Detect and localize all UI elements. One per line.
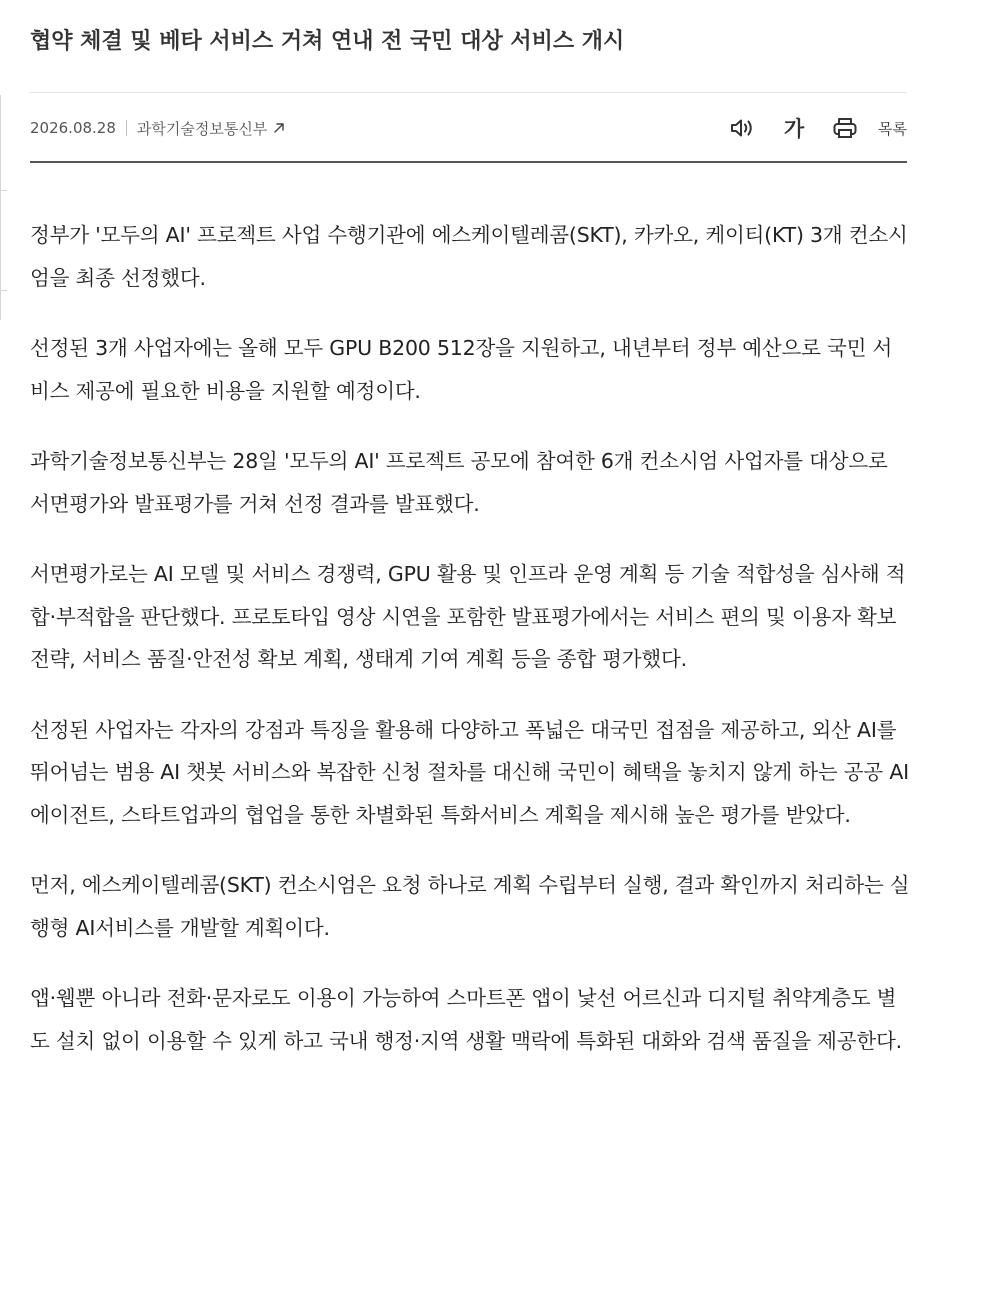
list-button[interactable]: 목록 — [878, 119, 907, 138]
print-icon — [832, 116, 858, 140]
speaker-icon — [729, 116, 755, 140]
article-paragraph: 정부가 '모두의 AI' 프로젝트 사업 수행기관에 에스케이텔레콤(SKT), 카카오, 케이티(KT) 3개 컨소시엄을 최종 선정했다. — [30, 223, 908, 290]
article-paragraph: 앱·웹뿐 아니라 전화·문자로도 이용이 가능하여 스마트폰 앱이 낯선 어르신과 디지털 취약계층도 별도 설치 없이 이용할 수 있게 하고 국내 행정·지역 생활 맥락에 특화된 대화와 검색 품질을 제공한다. — [30, 986, 902, 1053]
print-button[interactable] — [830, 113, 860, 143]
article-meta-bar — [30, 108, 907, 148]
article-body — [30, 214, 910, 1090]
department-link[interactable] — [137, 118, 285, 139]
left-panel-tick — [1, 190, 7, 191]
department-name: 과학기술정보통신부 — [136, 119, 268, 138]
article-paragraph: 선정된 3개 사업자에는 올해 모두 GPU B200 512장을 지원하고, 내년부터 정부 예산으로 국민 서비스 제공에 필요한 비용을 지원할 예정이다. — [30, 336, 893, 403]
meta-separator — [126, 120, 127, 136]
article-paragraph: 먼저, 에스케이텔레콤(SKT) 컨소시엄은 요청 하나로 계획 수립부터 실행, 결과 확인까지 처리하는 실행형 AI서비스를 개발할 계획이다. — [30, 873, 910, 940]
article-paragraph: 과학기술정보통신부는 28일 '모두의 AI' 프로젝트 공모에 참여한 6개 컨소시엄 사업자를 대상으로 서면평가와 발표평가를 거쳐 선정 결과를 발표했다. — [30, 449, 888, 516]
meta-divider — [30, 161, 907, 163]
article-date: 2026.08.28 — [30, 119, 116, 137]
article-paragraph: 서면평가로는 AI 모델 및 서비스 경쟁력, GPU 활용 및 인프라 운영 계획 등 기술 적합성을 심사해 적합·부적합을 판단했다. 프로토타입 영상 시연을 포함한 발표평가에서는 서비스 편의 및 이용자 확보 전략, 서비스 품질·안전성 확보 계획, 생태계 기여 계획 등을 종합 평가했다. — [30, 562, 906, 671]
article-paragraph: 선정된 사업자는 각자의 강점과 특징을 활용해 다양하고 폭넓은 대국민 접점을 제공하고, 외산 AI를 뛰어넘는 범용 AI 챗봇 서비스와 복잡한 신청 절차를 대신해 국민이 혜택을 놓치지 않게 하는 공공 AI 에이전트, 스타트업과의 협업을 통한 차별화된 특화서비스 계획을 제시해 높은 평가를 받았다. — [30, 717, 909, 827]
article-title: 협약 체결 및 베타 서비스 거쳐 연내 전 국민 대상 서비스 개시 — [30, 29, 625, 54]
article-meta — [30, 108, 285, 148]
font-size-button[interactable]: 가 — [780, 114, 808, 142]
article-toolbar — [728, 108, 907, 148]
left-panel-tick — [1, 290, 7, 291]
external-link-arrow-icon — [273, 122, 285, 134]
listen-button[interactable] — [728, 114, 756, 142]
left-panel-edge — [0, 95, 1, 320]
title-divider — [30, 92, 907, 93]
